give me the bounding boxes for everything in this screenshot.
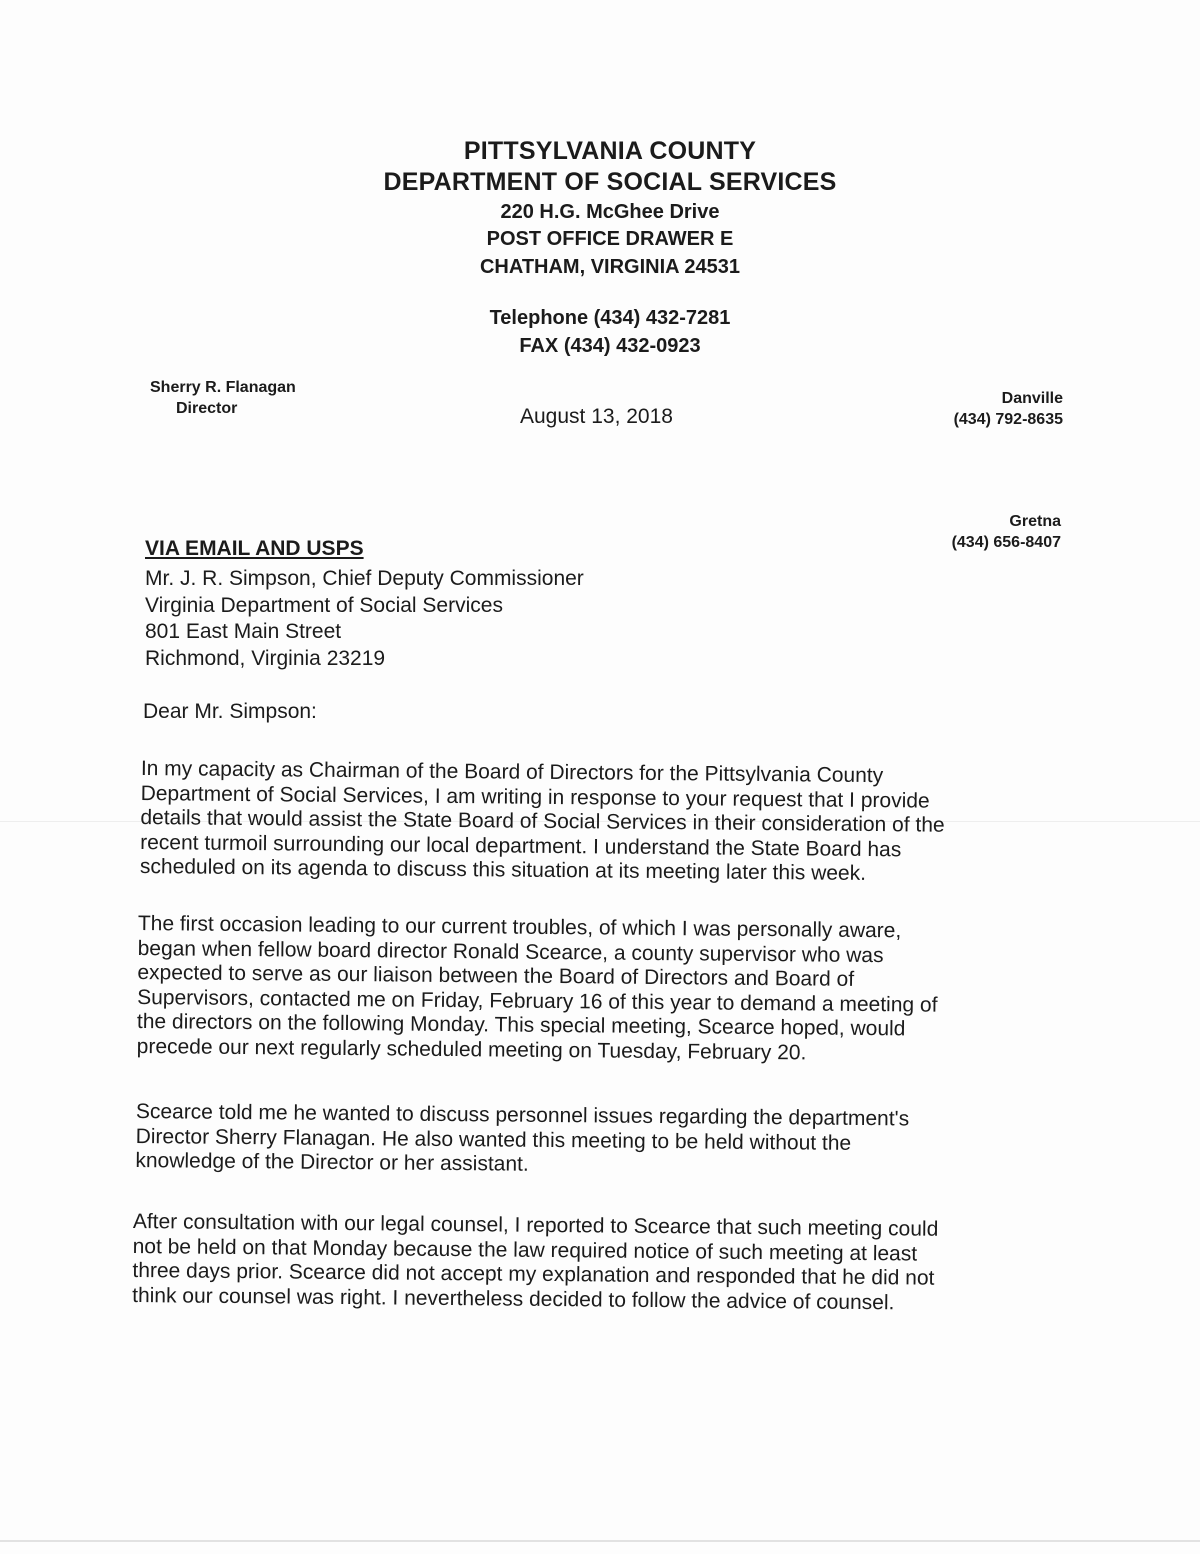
- letterhead-county: PITTSYLVANIA COUNTY: [463, 137, 757, 165]
- body-paragraph-3: [135, 1100, 909, 1181]
- body-line: Scearce told me he wanted to discuss personnel issues regarding the department's: [135, 1100, 910, 1131]
- body-line: precede our next regularly scheduled meeting on Tuesday, February 20.: [136, 1034, 807, 1064]
- office-danville-phone: (434) 792-8635: [953, 411, 1063, 428]
- letterhead-telephone: Telephone (434) 432-7281: [489, 307, 731, 329]
- body-line: recent turmoil surrounding our local department. I understand the State Board has: [140, 830, 902, 861]
- body-line: expected to serve as our liaison between the Board of Directors and Board of: [137, 960, 855, 991]
- recipient-line: Richmond, Virginia 23219: [145, 646, 386, 670]
- body-line: In my capacity as Chairman of the Board of Directors for the Pittsylvania County: [140, 757, 884, 788]
- delivery-method: VIA EMAIL AND USPS: [145, 537, 364, 560]
- recipient-line: Virginia Department of Social Services: [145, 593, 503, 617]
- body-line: three days prior. Scearce did not accept my explanation and responded that he did not: [132, 1258, 935, 1290]
- body-line: The first occasion leading to our current troubles, of which I was personally aware,: [137, 912, 902, 943]
- recipient-address: [145, 566, 584, 672]
- body-paragraph-4: [132, 1210, 938, 1316]
- body-line: After consultation with our legal counsel, I reported to Scearce that such meeting could: [132, 1210, 939, 1241]
- letter-date: August 13, 2018: [520, 405, 673, 428]
- recipient-line: Mr. J. R. Simpson, Chief Deputy Commissioner: [145, 567, 584, 590]
- body-line: scheduled on its agenda to discuss this situation at its meeting later this week.: [139, 854, 867, 885]
- body-line: the directors on the following Monday. This special meeting, Scearce hoped, would: [136, 1009, 906, 1041]
- office-gretna-name: Gretna: [1009, 513, 1061, 530]
- letterhead-fax: FAX (434) 432-0923: [519, 335, 701, 357]
- body-line: think our counsel was right. I nevertheless decided to follow the advice of counsel.: [132, 1283, 895, 1314]
- body-paragraph-2: [137, 912, 939, 1067]
- letterhead-department: DEPARTMENT OF SOCIAL SERVICES: [383, 168, 837, 196]
- letterhead-city: CHATHAM, VIRGINIA 24531: [479, 256, 741, 278]
- body-line: Director Sherry Flanagan. He also wanted this meeting to be held without the: [135, 1124, 852, 1155]
- body-line: Supervisors, contacted me on Friday, February 16 of this year to demand a meeting of: [137, 985, 938, 1017]
- office-gretna-phone: (434) 656-8407: [951, 534, 1061, 551]
- body-line: Department of Social Services, I am writing in response to your request that I provide: [140, 781, 930, 813]
- body-line: knowledge of the Director or her assistant.: [135, 1148, 529, 1176]
- office-danville-name: Danville: [1001, 390, 1063, 407]
- letterhead-street: 220 H.G. McGhee Drive: [500, 201, 720, 223]
- recipient-line: 801 East Main Street: [145, 620, 342, 643]
- body-paragraph-1: [140, 757, 945, 887]
- page-bottom-edge: [0, 1540, 1200, 1542]
- director-title: Director: [176, 400, 238, 417]
- body-line: details that would assist the State Board of Social Services in their consideration of the: [140, 805, 945, 837]
- body-line: not be held on that Monday because the law required notice of such meeting at least: [132, 1234, 918, 1266]
- letterhead-po-box: POST OFFICE DRAWER E: [486, 228, 734, 250]
- salutation: Dear Mr. Simpson:: [143, 700, 317, 723]
- director-name: Sherry R. Flanagan: [150, 379, 296, 396]
- body-line: began when fellow board director Ronald Scearce, a county supervisor who was: [137, 936, 884, 967]
